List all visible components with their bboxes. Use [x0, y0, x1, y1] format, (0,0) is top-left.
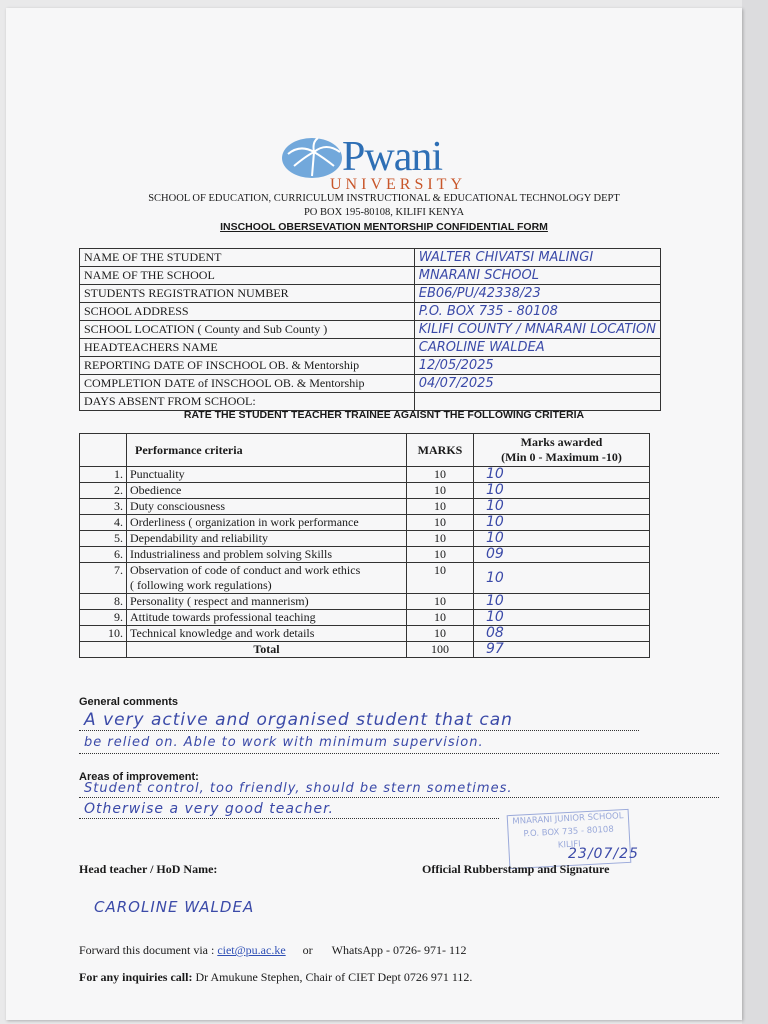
criteria-row [80, 515, 650, 531]
whatsapp-text: WhatsApp - 0726- 971- 112 [331, 943, 467, 957]
criteria-name-text: Attitude towards professional teaching [130, 610, 316, 624]
details-value [414, 393, 660, 411]
criteria-awarded: 10 [474, 499, 650, 515]
criteria-row [80, 610, 650, 626]
criteria-name [127, 499, 407, 515]
criteria-name-text: Punctuality [130, 467, 185, 481]
general-comments-label: General comments [79, 696, 179, 708]
criteria-number: 1. [80, 467, 127, 483]
criteria-name-text: Obedience [130, 483, 182, 497]
criteria-awarded: 08 [474, 626, 650, 642]
criteria-awarded: 10 [474, 467, 650, 483]
criteria-row [80, 547, 650, 563]
inquiry-line [79, 970, 472, 985]
criteria-header: Performance criteria [127, 434, 407, 467]
criteria-awarded: 09 [474, 547, 650, 563]
criteria-name-text: Technical knowledge and work details [130, 626, 315, 640]
criteria-name-text: Dependability and reliability [130, 531, 268, 545]
details-value: WALTER CHIVATSI MALINGI [414, 249, 660, 267]
criteria-name-text-2: ( following work regulations) [130, 578, 272, 592]
email-link[interactable]: ciet@pu.ac.ke [217, 943, 286, 957]
criteria-name [127, 515, 407, 531]
criteria-name [127, 467, 407, 483]
details-row [80, 249, 661, 267]
awarded-header-range: (Min 0 - Maximum -10) [501, 450, 622, 464]
awarded-header [474, 434, 650, 467]
criteria-number: 3. [80, 499, 127, 515]
form-title: INSCHOOL OBERSEVATION MENTORSHIP CONFIDENTIAL FORM [220, 221, 548, 233]
criteria-number: 4. [80, 515, 127, 531]
logo-wordmark: Pwani [342, 134, 442, 180]
forward-line [79, 943, 467, 958]
details-label: SCHOOL LOCATION ( County and Sub County ) [80, 321, 415, 339]
criteria-name [127, 531, 407, 547]
criteria-row [80, 594, 650, 610]
details-row [80, 393, 661, 411]
criteria-number: 5. [80, 531, 127, 547]
details-label: STUDENTS REGISTRATION NUMBER [80, 285, 415, 303]
page-edge-shadow [742, 0, 768, 1024]
criteria-name-text: Personality ( respect and mannerism) [130, 594, 309, 608]
details-row [80, 321, 661, 339]
criteria-name [127, 563, 407, 594]
criteria-row [80, 467, 650, 483]
criteria-awarded: 10 [474, 563, 650, 594]
criteria-number: 7. [80, 563, 127, 594]
details-value: EB06/PU/42338/23 [414, 285, 660, 303]
details-row [80, 375, 661, 393]
number-header [80, 434, 127, 467]
improvement-text-2: Otherwise a very good teacher. [84, 801, 335, 817]
criteria-awarded: 10 [474, 515, 650, 531]
criteria-row [80, 483, 650, 499]
criteria-number: 8. [80, 594, 127, 610]
details-value: 12/05/2025 [414, 357, 660, 375]
details-label: HEADTEACHERS NAME [80, 339, 415, 357]
total-awarded: 97 [474, 642, 650, 658]
criteria-marks: 10 [407, 547, 474, 563]
criteria-marks: 10 [407, 531, 474, 547]
details-label: DAYS ABSENT FROM SCHOOL: [80, 393, 415, 411]
criteria-awarded: 10 [474, 594, 650, 610]
criteria-row [80, 626, 650, 642]
improvement-text-1: Student control, too friendly, should be stern sometimes. [84, 781, 513, 796]
criteria-number: 6. [80, 547, 127, 563]
improvement-line-1 [79, 797, 719, 798]
criteria-awarded: 10 [474, 531, 650, 547]
university-address: PO BOX 195-80108, KILIFI KENYA [303, 207, 465, 218]
criteria-marks: 10 [407, 626, 474, 642]
total-marks: 100 [407, 642, 474, 658]
criteria-name [127, 610, 407, 626]
improvement-label: Areas of improvement: [79, 771, 199, 783]
details-row [80, 303, 661, 321]
student-details-table [79, 248, 661, 411]
awarded-header-title: Marks awarded [520, 435, 603, 449]
inquiry-label: For any inquiries call: [79, 970, 193, 984]
details-value: CAROLINE WALDEA [414, 339, 660, 357]
stamp-signature-label: Official Rubberstamp and Signature [422, 862, 610, 876]
details-value: 04/07/2025 [414, 375, 660, 393]
criteria-marks: 10 [407, 467, 474, 483]
details-value: MNARANI SCHOOL [414, 267, 660, 285]
criteria-table [79, 433, 650, 658]
criteria-awarded: 10 [474, 483, 650, 499]
details-value: P.O. BOX 735 - 80108 [414, 303, 660, 321]
criteria-name [127, 626, 407, 642]
criteria-number: 2. [80, 483, 127, 499]
head-teacher-name-handwritten: CAROLINE WALDEA [94, 898, 255, 916]
criteria-number: 9. [80, 610, 127, 626]
criteria-awarded: 10 [474, 610, 650, 626]
details-label: REPORTING DATE OF INSCHOOL OB. & Mentorship [80, 357, 415, 375]
general-comment-text-2: be relied on. Able to work with minimum supervision. [84, 735, 484, 750]
details-label: NAME OF THE SCHOOL [80, 267, 415, 285]
improvement-line-2 [79, 818, 499, 819]
criteria-name-text: Duty consciousness [130, 499, 225, 513]
criteria-header-row [80, 434, 650, 467]
criteria-marks: 10 [407, 594, 474, 610]
criteria-marks: 10 [407, 563, 474, 594]
criteria-row [80, 499, 650, 515]
details-label: COMPLETION DATE of INSCHOOL OB. & Mentorship [80, 375, 415, 393]
comment-line-2 [79, 753, 719, 754]
rating-heading: RATE THE STUDENT TEACHER TRAINEE AGAISNT THE FOLLOWING CRITERIA [183, 409, 585, 421]
inquiry-text: Dr Amukune Stephen, Chair of CIET Dept 0726 971 112. [195, 970, 473, 984]
total-label: Total [127, 642, 407, 658]
criteria-name [127, 594, 407, 610]
details-row [80, 285, 661, 303]
criteria-row [80, 531, 650, 547]
criteria-marks: 10 [407, 499, 474, 515]
criteria-marks: 10 [407, 515, 474, 531]
criteria-marks: 10 [407, 610, 474, 626]
general-comment-text-1: A very active and organised student that can [84, 710, 513, 730]
criteria-name-text: Orderliness ( organization in work performance [130, 515, 359, 529]
criteria-marks: 10 [407, 483, 474, 499]
head-teacher-label: Head teacher / HoD Name: [79, 862, 218, 876]
or-text: or [302, 943, 313, 957]
stamp-town: KILIFI [557, 839, 581, 851]
stamp-box: P.O. BOX 735 - 80108 [523, 824, 615, 840]
total-row [80, 642, 650, 658]
stamp-date-handwritten: 23/07/25 [568, 846, 639, 862]
criteria-row [80, 563, 650, 594]
details-label: SCHOOL ADDRESS [80, 303, 415, 321]
details-row [80, 357, 661, 375]
criteria-name-text: Observation of code of conduct and work ethics [130, 563, 361, 577]
pwani-university-logo [280, 134, 466, 196]
details-value: KILIFI COUNTY / MNARANI LOCATION [414, 321, 660, 339]
comment-line-1 [79, 730, 639, 731]
criteria-number: 10. [80, 626, 127, 642]
details-label: NAME OF THE STUDENT [80, 249, 415, 267]
criteria-name [127, 483, 407, 499]
criteria-name [127, 547, 407, 563]
total-blank [80, 642, 127, 658]
details-row [80, 267, 661, 285]
forward-label: Forward this document via : [79, 943, 215, 957]
department-heading: SCHOOL OF EDUCATION, CURRICULUM INSTRUCTIONAL & EDUCATIONAL TECHNOLOGY DEPT [148, 193, 620, 204]
logo-subtitle: UNIVERSITY [330, 176, 466, 193]
criteria-name-text: Industrialiness and problem solving Skills [130, 547, 332, 561]
stamp-school: MNARANI JUNIOR SCHOOL [512, 811, 624, 827]
marks-header: MARKS [407, 434, 474, 467]
details-row [80, 339, 661, 357]
